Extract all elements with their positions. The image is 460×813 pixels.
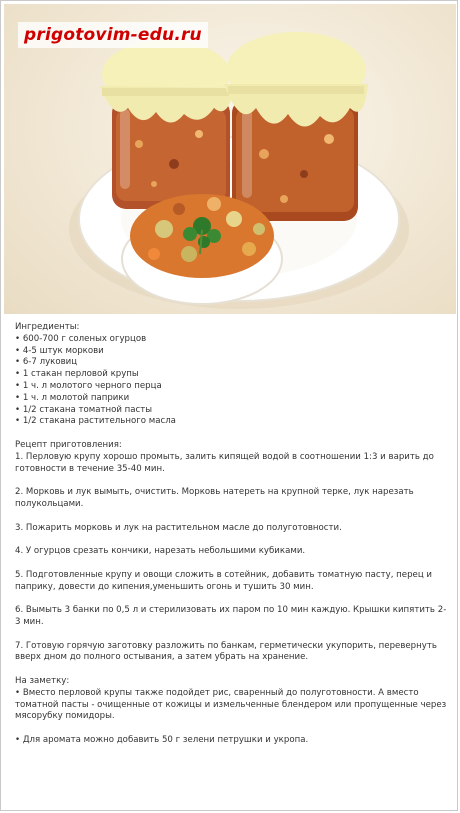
- ingredient-item: • 6-7 луковиц: [15, 357, 447, 369]
- recipe-step-3: 3. Пожарить морковь и лук на растительном масле до полуготовности.: [15, 522, 342, 533]
- recipe-photo: [4, 4, 456, 314]
- spacer: [15, 511, 447, 523]
- recipe-step-7: 7. Готовую горячую заготовку разложить по банкам, герметически укупорить, перевернуть вверх дном до полного остывания, а затем убрать на хранение.: [15, 640, 437, 663]
- ingredient-item: • 1 стакан перловой крупы: [15, 369, 447, 381]
- recipe-photo-illustration: [4, 4, 456, 314]
- ingredients-heading: Ингредиенты:: [15, 322, 80, 332]
- recipe-text: [15, 322, 447, 747]
- note-item: • Для аромата можно добавить 50 г зелени петрушки и укропа.: [15, 735, 447, 747]
- spacer: [15, 534, 447, 546]
- ingredient-item: • 600-700 г соленых огурцов: [15, 334, 447, 346]
- ingredient-item: • 4-5 штук моркови: [15, 346, 447, 358]
- notes-list-2: [15, 735, 447, 747]
- recipe-heading: Рецепт приготовления:: [15, 439, 122, 450]
- recipe-step-1: 1. Перловую крупу хорошо промыть, залить кипящей водой в соотношении 1:3 и варить до готовности в течение 35-40 мин.: [15, 451, 434, 474]
- spacer: [15, 428, 447, 440]
- spacer: [15, 475, 447, 487]
- recipe-step-2: 2. Морковь и лук вымыть, очистить. Морковь натереть на крупной терке, лук нарезать полукольцами.: [15, 487, 414, 509]
- notes-list: [15, 688, 447, 723]
- notes-heading: На заметку:: [15, 675, 70, 686]
- recipe-step-4: 4. У огурцов срезать кончики, нарезать небольшими кубиками.: [15, 546, 306, 557]
- site-watermark: prigotovim-edu.ru: [18, 22, 208, 48]
- spacer: [15, 593, 447, 605]
- jar-left: [100, 40, 234, 209]
- spacer: [15, 558, 447, 570]
- ingredients-list: [15, 334, 447, 428]
- spacer: [15, 723, 447, 735]
- salad-bowl: [122, 194, 282, 304]
- ingredient-item: • 1/2 стакана томатной пасты: [15, 405, 447, 417]
- ingredient-item: • 1/2 стакана растительного масла: [15, 416, 447, 428]
- jar-right: [224, 32, 368, 221]
- ingredient-item: • 1 ч. л молотого черного перца: [15, 381, 447, 393]
- spacer: [15, 629, 447, 641]
- recipe-step-5: 5. Подготовленные крупу и овощи сложить в сотейник, добавить томатную пасту, перец и паприку, довести до кипения,уменьшить огонь и тушить 30 мин.: [15, 569, 432, 592]
- recipe-step-6: 6. Вымыть 3 банки по 0,5 л и стерилизовать их паром по 10 мин каждую. Крышки кипятить 2-3 мин.: [15, 605, 447, 627]
- ingredient-item: • 1 ч. л молотой паприки: [15, 393, 447, 405]
- note-item: • Вместо перловой крупы также подойдет рис, сваренный до полуготовности. А вместо томатной пасты - очищенные от кожицы и измельченные блендером или пропущенные через мясорубку помидоры.: [15, 688, 447, 723]
- spacer: [15, 664, 447, 676]
